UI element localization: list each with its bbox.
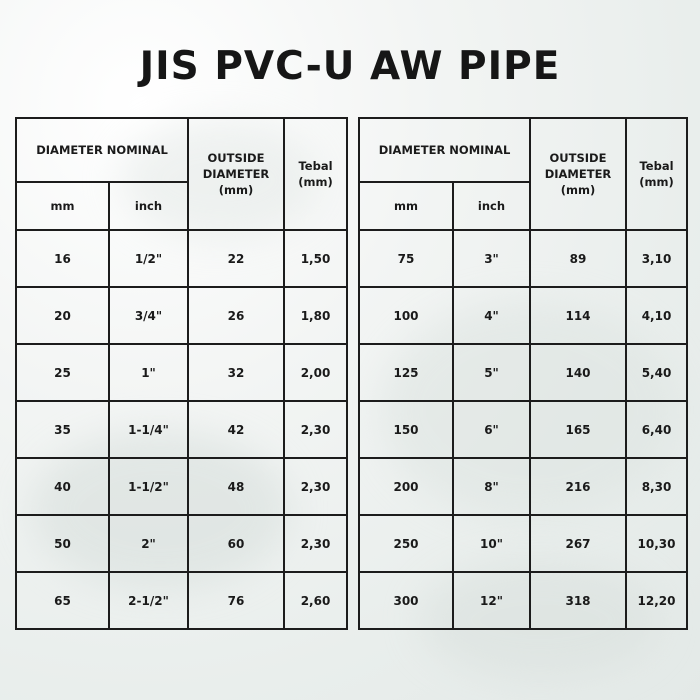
table-row	[16, 401, 347, 458]
table-row	[16, 230, 347, 287]
header-outside-diameter: OUTSIDE DIAMETER (mm)	[188, 118, 284, 230]
cell-mm: 75	[359, 230, 453, 287]
table-row	[16, 458, 347, 515]
cell-mm: 50	[16, 515, 109, 572]
table-row	[359, 458, 687, 515]
cell-inch: 3/4"	[109, 287, 188, 344]
cell-tebal: 2,30	[284, 458, 347, 515]
table-row	[16, 515, 347, 572]
cell-outside-diameter: 89	[530, 230, 626, 287]
cell-inch: 5"	[453, 344, 530, 401]
header-outside-diameter: OUTSIDE DIAMETER (mm)	[530, 118, 626, 230]
cell-inch: 1-1/4"	[109, 401, 188, 458]
cell-inch: 1-1/2"	[109, 458, 188, 515]
table-row	[16, 287, 347, 344]
cell-tebal: 3,10	[626, 230, 687, 287]
header-mm: mm	[359, 182, 453, 230]
cell-outside-diameter: 267	[530, 515, 626, 572]
table-row	[359, 572, 687, 629]
cell-tebal: 10,30	[626, 515, 687, 572]
header-diameter-nominal: DIAMETER NOMINAL	[16, 118, 188, 182]
cell-outside-diameter: 216	[530, 458, 626, 515]
page-title: JIS PVC-U AW PIPE	[139, 44, 561, 89]
header-tebal: Tebal (mm)	[626, 118, 687, 230]
cell-inch: 4"	[453, 287, 530, 344]
table-row	[16, 344, 347, 401]
cell-mm: 250	[359, 515, 453, 572]
cell-mm: 300	[359, 572, 453, 629]
cell-outside-diameter: 32	[188, 344, 284, 401]
cell-tebal: 8,30	[626, 458, 687, 515]
cell-mm: 150	[359, 401, 453, 458]
cell-inch: 2-1/2"	[109, 572, 188, 629]
cell-mm: 65	[16, 572, 109, 629]
table-row	[359, 344, 687, 401]
pipe-table-left	[15, 117, 348, 630]
cell-tebal: 2,30	[284, 515, 347, 572]
cell-inch: 2"	[109, 515, 188, 572]
cell-outside-diameter: 26	[188, 287, 284, 344]
cell-inch: 6"	[453, 401, 530, 458]
cell-tebal: 2,30	[284, 401, 347, 458]
header-inch: inch	[109, 182, 188, 230]
cell-inch: 12"	[453, 572, 530, 629]
cell-outside-diameter: 318	[530, 572, 626, 629]
cell-mm: 200	[359, 458, 453, 515]
cell-outside-diameter: 165	[530, 401, 626, 458]
cell-outside-diameter: 60	[188, 515, 284, 572]
cell-outside-diameter: 22	[188, 230, 284, 287]
table-row	[16, 572, 347, 629]
table-row	[359, 401, 687, 458]
cell-mm: 40	[16, 458, 109, 515]
cell-tebal: 12,20	[626, 572, 687, 629]
cell-outside-diameter: 48	[188, 458, 284, 515]
cell-inch: 10"	[453, 515, 530, 572]
cell-mm: 100	[359, 287, 453, 344]
cell-inch: 1/2"	[109, 230, 188, 287]
cell-mm: 35	[16, 401, 109, 458]
cell-tebal: 5,40	[626, 344, 687, 401]
cell-tebal: 6,40	[626, 401, 687, 458]
pipe-table-right	[358, 117, 688, 630]
cell-tebal: 1,50	[284, 230, 347, 287]
cell-outside-diameter: 114	[530, 287, 626, 344]
cell-mm: 125	[359, 344, 453, 401]
cell-mm: 25	[16, 344, 109, 401]
cell-outside-diameter: 42	[188, 401, 284, 458]
cell-inch: 8"	[453, 458, 530, 515]
header-inch: inch	[453, 182, 530, 230]
table-row	[359, 230, 687, 287]
cell-inch: 1"	[109, 344, 188, 401]
header-diameter-nominal: DIAMETER NOMINAL	[359, 118, 530, 182]
cell-outside-diameter: 76	[188, 572, 284, 629]
cell-mm: 20	[16, 287, 109, 344]
header-tebal: Tebal (mm)	[284, 118, 347, 230]
cell-mm: 16	[16, 230, 109, 287]
cell-tebal: 2,00	[284, 344, 347, 401]
cell-tebal: 1,80	[284, 287, 347, 344]
table-row	[359, 515, 687, 572]
cell-tebal: 2,60	[284, 572, 347, 629]
header-mm: mm	[16, 182, 109, 230]
table-row	[359, 287, 687, 344]
cell-inch: 3"	[453, 230, 530, 287]
cell-outside-diameter: 140	[530, 344, 626, 401]
cell-tebal: 4,10	[626, 287, 687, 344]
